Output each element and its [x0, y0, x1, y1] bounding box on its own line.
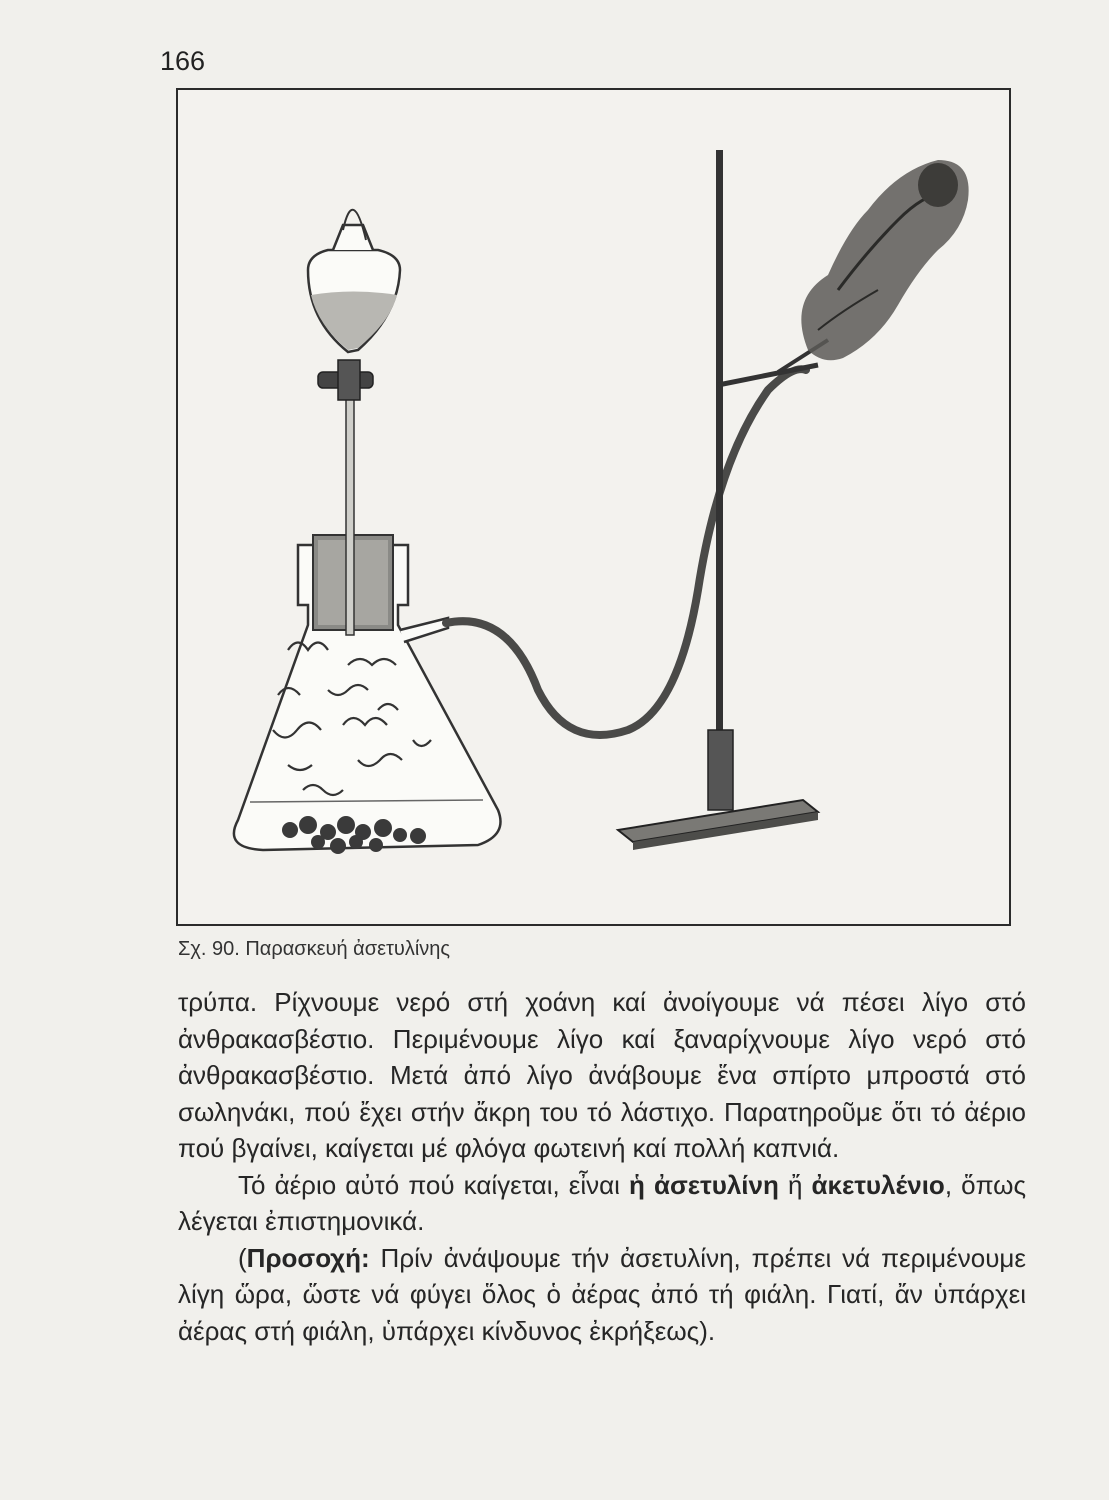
term-acetylene: ἡ ἀσετυλίνη [629, 1169, 779, 1200]
reverse-side-bleed [160, 110, 166, 138]
paragraph-3-warning: (Προσοχή: Πρίν ἀνάψουμε τήν ἀσετυλίνη, πρέπει νά περιμένουμε λίγη ὥρα, ὥστε νά φύγει ὅλος ὁ ἀέρας ἀπό τή φιάλη. Γιατί, ἄν ὑπάρχει ἀέρας στή φιάλη, ὑπάρχει κίνδυνος ἐκρήξεως). [178, 1242, 1026, 1346]
term-ethyne: ἀκετυλένιο [811, 1169, 945, 1200]
paragraph-1: τρύπα. Ρίχνουμε νερό στή χοάνη καί ἀνοίγουμε νά πέσει λίγο στό ἀνθρακασβέστιο. Περιμένουμε λίγο καί ξαναρίχνουμε λίγο νερό στό ἀνθρακασβέστιο. Μετά ἀπό λίγο ἀνάβουμε ἕνα σπίρτο μπροστά στό σωληνάκι, πού ἔχει στήν ἄκρη του τό λάστιχο. Παρατηροῦμε ὅτι τό ἀέριο πού βγαίνει, καίγεται μέ φλόγα φωτεινή καί πολλή καπνιά. [178, 987, 1026, 1163]
page-number: 166 [160, 46, 206, 76]
figure-caption: Σχ. 90. Παρασκευή ἀσετυλίνης [178, 938, 451, 960]
paragraph-2: Τό ἀέριο αὐτό πού καίγεται, εἶναι ἡ ἀσετυλίνη ἤ ἀκετυλένιο, ὅπως λέγεται ἐπιστημονικά. [178, 1169, 1026, 1236]
figure-acetylene-apparatus [176, 88, 1011, 926]
warning-label: Προσοχή: [246, 1242, 370, 1273]
apparatus-illustration [178, 90, 1011, 926]
body-text [178, 984, 1026, 1349]
